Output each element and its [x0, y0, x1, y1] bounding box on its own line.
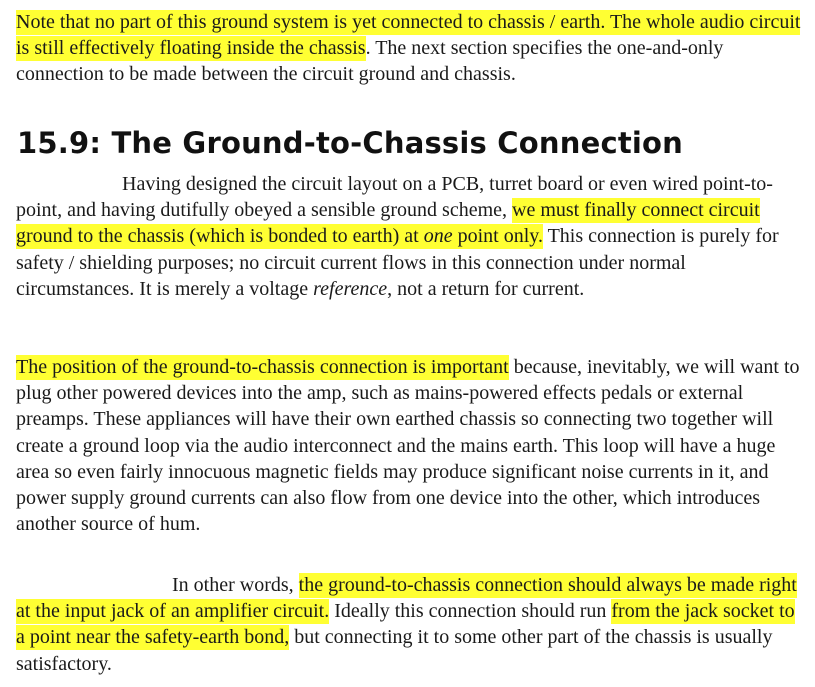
intro-text: . The next section specifies the one-and-only connection to be made between the circuit ground and chassis.	[16, 37, 724, 86]
paragraph-1-text-start: Having designed the circuit layout on a PCB, turret board or even wired point-to-point, and having dutifully obeyed a sensible ground scheme,	[16, 173, 773, 222]
paragraph-1-text-end: , not a return for current.	[387, 277, 585, 300]
paragraph-3-text-end: but connecting it to some other part of the chassis is usually satisfactory.	[16, 626, 773, 675]
paragraph-1-text-middle: This connection is purely for safety / shielding purposes; no circuit current flows in this connection under normal circumstances. It is merely a voltage	[16, 225, 779, 300]
highlight-safety-earth: from the jack socket to a point near the safety-earth bond,	[16, 600, 795, 649]
highlight-one-point-a: we must finally connect circuit ground to the chassis (which is bonded to earth) at	[16, 199, 760, 248]
paragraph-3-text-start: In other words,	[172, 574, 299, 596]
paragraph-3	[16, 572, 806, 677]
highlight-one-point-emphasis: one	[423, 225, 453, 248]
paragraph-1	[16, 171, 806, 302]
highlight-one-point-b: point only.	[452, 225, 543, 248]
highlight-input-jack: the ground-to-chassis connection should always be made right at the input jack of an amplifier circuit.	[16, 574, 797, 623]
reference-emphasis: reference	[313, 277, 388, 300]
intro-paragraph	[16, 9, 806, 88]
paragraph-2	[16, 354, 806, 537]
paragraph-3-text-middle: Ideally this connection should run	[329, 600, 612, 623]
highlight-intro: Note that no part of this ground system is yet connected to chassis / earth. The whole audio circuit is still effectively floating inside the chassis	[16, 11, 801, 60]
paragraph-2-text: because, inevitably, we will want to plug other powered devices into the amp, such as mains-powered effects pedals or external preamps. These appliances will have their own earthed chassis so connecting two together will create a ground loop via the audio interconnect and the mains earth. This loop will have a huge area so even fairly innocuous magnetic fields may produce significant noise currents in it, and power supply ground currents can also flow from one device into the other, which introduces another source of hum.	[16, 356, 800, 536]
section-heading: 15.9: The Ground-to-Chassis Connection	[17, 126, 684, 160]
highlight-position-important: The position of the ground-to-chassis connection is important	[16, 356, 509, 378]
